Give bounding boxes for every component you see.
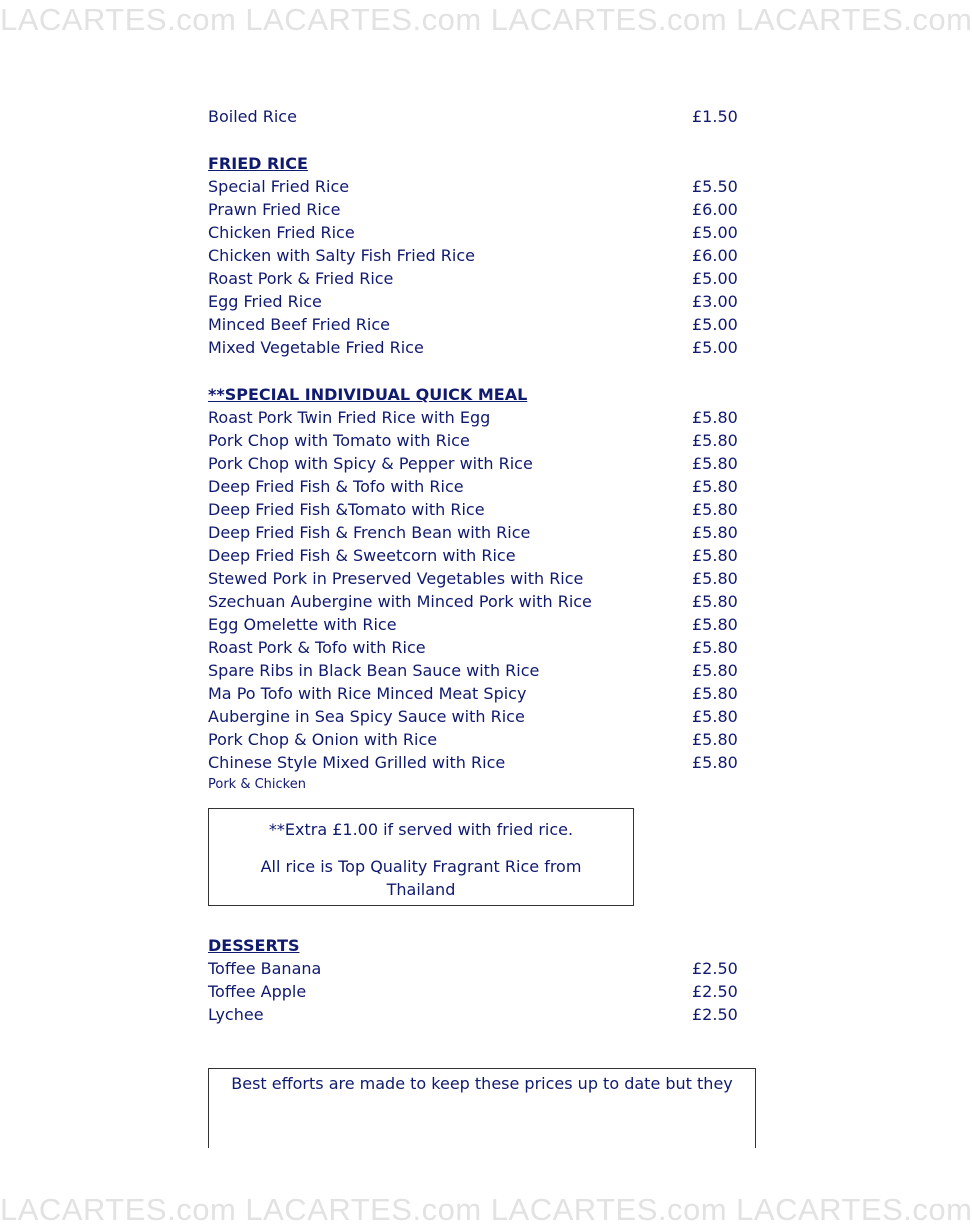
item-name: Deep Fried Fish & Sweetcorn with Rice [208, 546, 516, 565]
menu-item [208, 475, 738, 498]
info-rice-quality: All rice is Top Quality Fragrant Rice from Thailand [260, 857, 582, 899]
desserts-list [208, 957, 738, 1026]
item-price: £5.50 [692, 177, 738, 196]
item-price: £3.00 [692, 292, 738, 311]
menu-item [208, 313, 738, 336]
item-price: £5.80 [692, 454, 738, 473]
item-name: Stewed Pork in Preserved Vegetables with Rice [208, 569, 584, 588]
menu-item [208, 290, 738, 313]
item-price: £2.50 [692, 1005, 738, 1024]
item-price: £5.80 [692, 707, 738, 726]
menu-item [208, 590, 738, 613]
menu-item [208, 105, 738, 128]
item-price: £5.80 [692, 615, 738, 634]
menu-item [208, 267, 738, 290]
menu-item [208, 452, 738, 475]
item-name: Szechuan Aubergine with Minced Pork with Rice [208, 592, 592, 611]
item-name: Chicken with Salty Fish Fried Rice [208, 246, 475, 265]
item-price: £5.80 [692, 477, 738, 496]
info-extra-charge: **Extra £1.00 if served with fried rice. [268, 820, 574, 839]
item-name: Mixed Vegetable Fried Rice [208, 338, 424, 357]
watermark-bottom: LACARTES.com LACARTES.com LACARTES.com LACARTES.com [0, 1192, 972, 1227]
item-price: £5.80 [692, 569, 738, 588]
menu-item [208, 521, 738, 544]
item-price: £5.80 [692, 753, 738, 772]
watermark-top: LACARTES.com LACARTES.com LACARTES.com LACARTES.com [0, 2, 972, 37]
quick-meal-note: Pork & Chicken [208, 777, 306, 792]
item-name: Pork Chop & Onion with Rice [208, 730, 438, 749]
item-price: £5.80 [692, 684, 738, 703]
menu-item [208, 244, 738, 267]
item-price: £1.50 [692, 107, 738, 126]
item-price: £5.80 [692, 730, 738, 749]
item-price: £5.00 [692, 223, 738, 242]
item-price: £5.80 [692, 500, 738, 519]
quick-meal-list [208, 406, 738, 774]
item-price: £2.50 [692, 959, 738, 978]
menu-item [208, 198, 738, 221]
menu-item [208, 980, 738, 1003]
item-price: £5.80 [692, 638, 738, 657]
menu-item [208, 751, 738, 774]
item-price: £6.00 [692, 200, 738, 219]
item-name: Roast Pork Twin Fried Rice with Egg [208, 408, 491, 427]
menu-item [208, 498, 738, 521]
desserts-heading: DESSERTS [208, 936, 300, 955]
item-name: Roast Pork & Tofo with Rice [208, 638, 426, 657]
item-name: Ma Po Tofo with Rice Minced Meat Spicy [208, 684, 527, 703]
item-name: Pork Chop with Tomato with Rice [208, 431, 470, 450]
menu-item [208, 175, 738, 198]
item-name: Egg Omelette with Rice [208, 615, 397, 634]
item-name: Minced Beef Fried Rice [208, 315, 391, 334]
menu-item [208, 728, 738, 751]
menu-item [208, 221, 738, 244]
item-price: £5.00 [692, 338, 738, 357]
disclaimer-text: Best efforts are made to keep these prices up to date but they [231, 1074, 733, 1093]
item-name: Chinese Style Mixed Grilled with Rice [208, 753, 506, 772]
menu-item [208, 336, 738, 359]
menu-item [208, 957, 738, 980]
item-name: Spare Ribs in Black Bean Sauce with Rice [208, 661, 540, 680]
item-name: Deep Fried Fish & Tofo with Rice [208, 477, 464, 496]
menu-item [208, 429, 738, 452]
item-price: £5.00 [692, 269, 738, 288]
item-name: Special Fried Rice [208, 177, 350, 196]
info-box [208, 808, 634, 906]
menu-item [208, 567, 738, 590]
item-price: £2.50 [692, 982, 738, 1001]
disclaimer-box [208, 1068, 756, 1148]
item-price: £5.80 [692, 661, 738, 680]
item-name: Prawn Fried Rice [208, 200, 341, 219]
item-name: Chicken Fried Rice [208, 223, 355, 242]
menu-item [208, 1003, 738, 1026]
menu-item [208, 705, 738, 728]
item-name: Deep Fried Fish & French Bean with Rice [208, 523, 531, 542]
menu-item [208, 636, 738, 659]
item-price: £5.80 [692, 523, 738, 542]
item-name: Egg Fried Rice [208, 292, 322, 311]
menu-item [208, 613, 738, 636]
item-price: £5.80 [692, 546, 738, 565]
menu-item [208, 659, 738, 682]
menu-item [208, 406, 738, 429]
item-name: Aubergine in Sea Spicy Sauce with Rice [208, 707, 525, 726]
item-name: Deep Fried Fish &Tomato with Rice [208, 500, 485, 519]
menu-body [208, 105, 738, 1026]
fried-rice-heading: FRIED RICE [208, 154, 308, 173]
item-price: £5.80 [692, 592, 738, 611]
item-price: £5.80 [692, 408, 738, 427]
menu-item [208, 682, 738, 705]
item-name: Roast Pork & Fried Rice [208, 269, 394, 288]
item-name: Toffee Banana [208, 959, 322, 978]
item-price: £6.00 [692, 246, 738, 265]
item-price: £5.00 [692, 315, 738, 334]
fried-rice-list [208, 175, 738, 359]
item-price: £5.80 [692, 431, 738, 450]
item-name: Boiled Rice [208, 107, 297, 126]
menu-item [208, 544, 738, 567]
quick-meal-heading: **SPECIAL INDIVIDUAL QUICK MEAL [208, 385, 528, 404]
item-name: Lychee [208, 1005, 264, 1024]
item-name: Toffee Apple [208, 982, 307, 1001]
item-name: Pork Chop with Spicy & Pepper with Rice [208, 454, 533, 473]
